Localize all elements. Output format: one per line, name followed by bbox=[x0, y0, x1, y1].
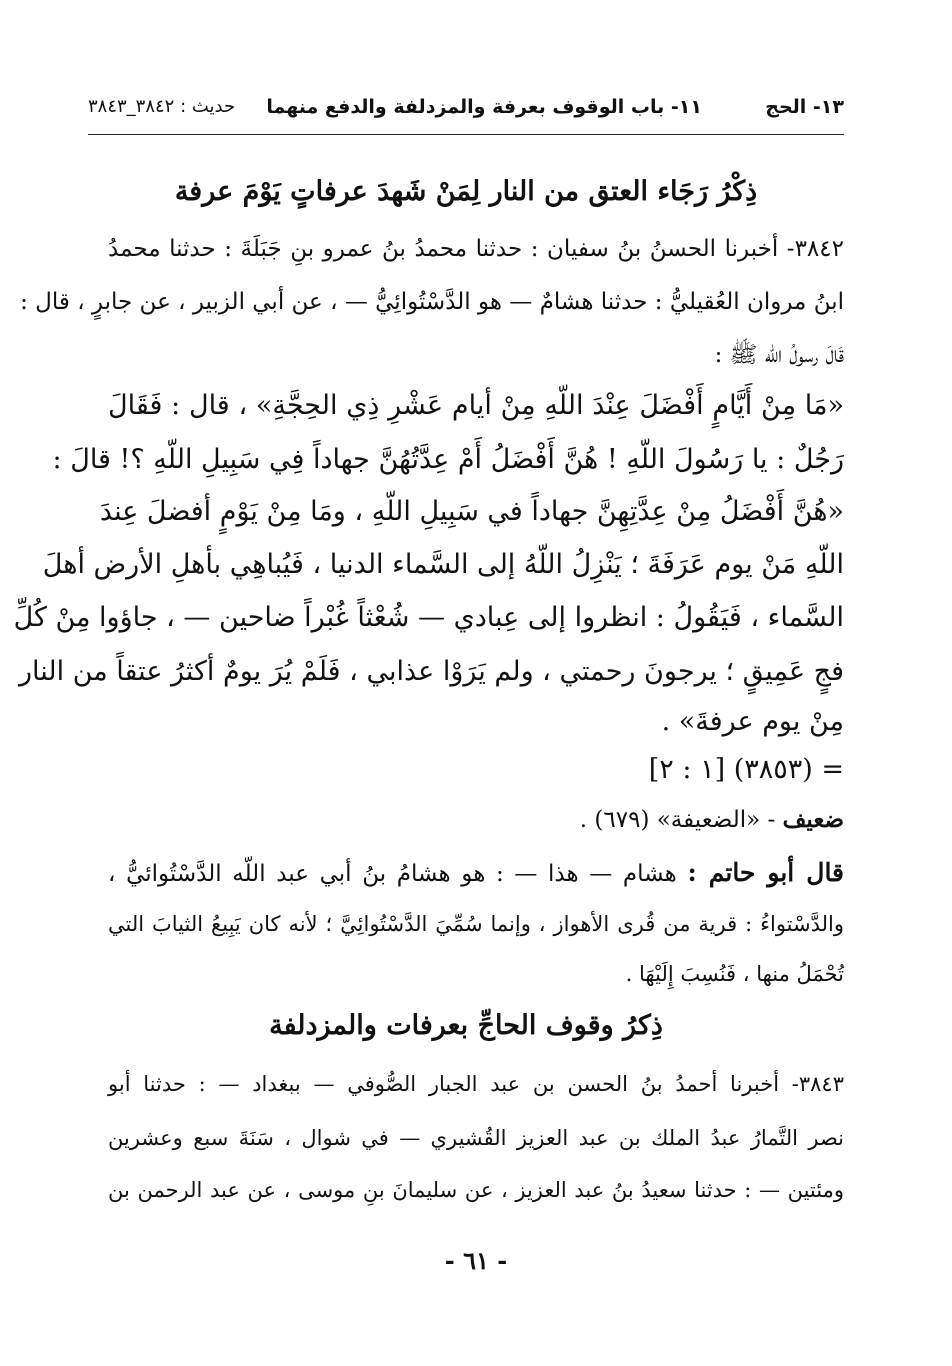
text-line: رَجُلٌ : يا رَسُولَ اللّهِ ! هُنَّ أَفْضَلُ أَمْ عِدَّتُهُنَّ جهاداً فِي سَبِيلِ اللّهِ ؟! قالَ : bbox=[52, 444, 844, 475]
text-line: «هُنَّ أَفْضَلُ مِنْ عِدَّتِهِنَّ جهاداً في سَبِيلِ اللّهِ ، ومَا مِنْ يَوْمٍ أفضلَ عِندَ bbox=[99, 496, 844, 527]
hadith-range: حديث : ٣٨٤٢_٣٨٤٣ bbox=[88, 96, 236, 117]
bab-title: ١١- باب الوقوف بعرفة والمزدلفة والدفع منهما bbox=[266, 96, 702, 118]
grading bbox=[108, 806, 844, 833]
grade-label: ضعيف bbox=[782, 806, 844, 833]
grade-reference: - «الضعيفة» (٦٧٩) . bbox=[579, 807, 776, 833]
text-line: نصر التَّمارُ عبدُ الملك بن عبد العزيز القُشيري — في شوال ، سَنَةَ سبع وعشرين bbox=[108, 1126, 844, 1150]
text-line: ومئتين — : حدثنا سعيدُ بنُ عبد العزيز ، عن سليمانَ بنِ موسى ، عن عبد الرحمن بن bbox=[108, 1178, 844, 1202]
text-line: ٣٨٤٣- أخبرنا أحمدُ بنُ الحسن بن عبد الجبار الصُّوفي — ببغداد — : حدثنا أبو bbox=[108, 1072, 844, 1096]
text-line: ٣٨٤٢- أخبرنا الحسنُ بنُ سفيان : حدثنا محمدُ بنُ عمرو بنِ جَبَلَةَ : حدثنا محمدُ bbox=[108, 236, 844, 262]
note-line: تُحْمَلُ منها ، فَنُسِبَ إِلَيْهَا . bbox=[625, 962, 844, 986]
cross-reference: = (٣٨٥٣) [١ : ٢] bbox=[648, 754, 844, 785]
text-line: السَّماء ، فَيَقُولُ : انظروا إلى عِبادي — شُعْثاً غُبْراً ضاحين — ، جاؤوا مِنْ كُلِّ bbox=[13, 602, 844, 633]
note-line bbox=[108, 858, 844, 887]
note-line: والدَّسْتواءُ : قرية من قُرى الأهواز ، وإنما سُمِّيَ الدَّسْتُوائِيَّ ؛ لأنه كان يَبِيعُ الثيابَ التي bbox=[108, 912, 844, 936]
chapter-title: ١٣- الحج bbox=[765, 96, 844, 118]
text-line: قَالَ رسولُ اللّه ﷺ : bbox=[714, 342, 844, 368]
section-heading-2: ذِكرُ وقوف الحاجِّ بعرفات والمزدلفة bbox=[269, 1010, 663, 1041]
text-line: اللّهِ مَنْ يوم عَرَفَةَ ؛ يَنْزِلُ اللّهُ إلى السَّماء الدنيا ، فَيُباهِي بأهلِ الأرض أهلَ bbox=[42, 549, 844, 580]
text-line: فجٍ عَمِيقٍ ؛ يرجونَ رحمتي ، ولم يَرَوْا عذابي ، فَلَمْ يُرَ يومٌ أكثرُ عتقاً من النار bbox=[18, 656, 844, 687]
note-text: هشام — هذا — : هو هشامُ بنُ أبي عبد اللّه الدَّسْتُوائيُّ ، bbox=[108, 861, 677, 887]
section-heading-1: ذِكْرُ رَجَاء العتق من النار لِمَنْ شَهدَ عرفاتٍ يَوْمَ عرفة bbox=[174, 176, 758, 207]
page-number: - ٦١ - bbox=[444, 1246, 508, 1275]
text-line: مِنْ يوم عرفةَ» . bbox=[661, 706, 844, 737]
text-line: ابنُ مروان العُقيليُّ : حدثنا هشامٌ — هو الدَّسْتُوائِيُّ — ، عن أبي الزبير ، عن جابرٍ ، قال : bbox=[20, 289, 844, 315]
abu-hatim-label: قال أبو حاتم : bbox=[687, 858, 845, 887]
header-divider bbox=[88, 134, 844, 135]
running-header bbox=[88, 96, 844, 128]
text-line: «مَا مِنْ أَيَّامٍ أَفْضَلَ عِنْدَ اللّهِ مِنْ أيام عَشْرِ ذِي الحِجَّةِ» ، قال : فَقَالَ bbox=[108, 390, 844, 421]
